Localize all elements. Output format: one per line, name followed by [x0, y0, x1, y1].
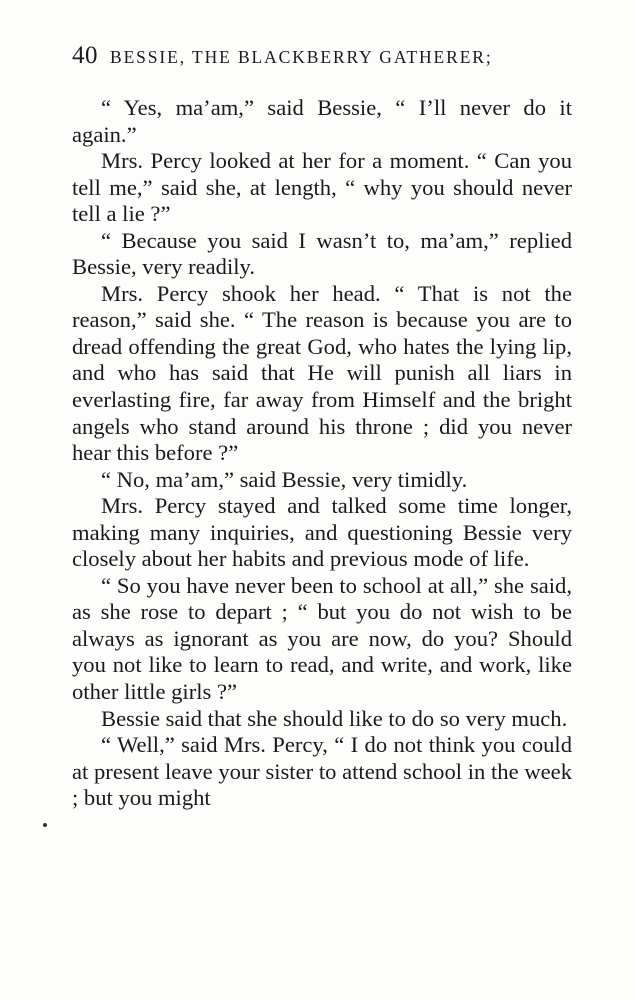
paragraph: “ Yes, ma’am,” said Bessie, “ I’ll never do it again.”	[72, 95, 572, 147]
paragraph: “ Well,” said Mrs. Percy, “ I do not think you could at present leave your sister to attend school in the week ; but you might	[72, 732, 572, 811]
text-body	[72, 95, 572, 812]
paragraph: Mrs. Percy stayed and talked some time longer, making many inquiries, and questioning Bessie very closely about her habits and previous mode of life.	[72, 493, 572, 572]
running-head	[72, 42, 572, 78]
paragraph: “ Because you said I wasn’t to, ma’am,” replied Bessie, very readily.	[72, 227, 572, 280]
paragraph: Mrs. Percy shook her head. “ That is not the reason,” said she. “ The reason is because you are to dread offending the great God, who hates the lying lip, and who has said that He will punish all liars in everlasting fire, far away from Himself and the bright angels who stand around his throne ; did you never hear this before ?”	[72, 280, 572, 466]
running-title: BESSIE, THE BLACKBERRY GATHERER;	[110, 47, 493, 67]
paragraph: “ So you have never been to school at all,” she said, as she rose to depart ; “ but you do not wish to be always as ignorant as you are now, do you? Should you not like to learn to read, and write, and work, like other little girls ?”	[72, 572, 572, 705]
paragraph: Mrs. Percy looked at her for a moment. “ Can you tell me,” said she, at length, “ why you should never tell a lie ?”	[72, 148, 572, 227]
paragraph: Bessie said that she should like to do so very much.	[101, 705, 568, 731]
print-speck	[43, 823, 47, 827]
page-number: 40	[72, 42, 98, 69]
paragraph: “ No, ma’am,” said Bessie, very timidly.	[101, 466, 468, 492]
